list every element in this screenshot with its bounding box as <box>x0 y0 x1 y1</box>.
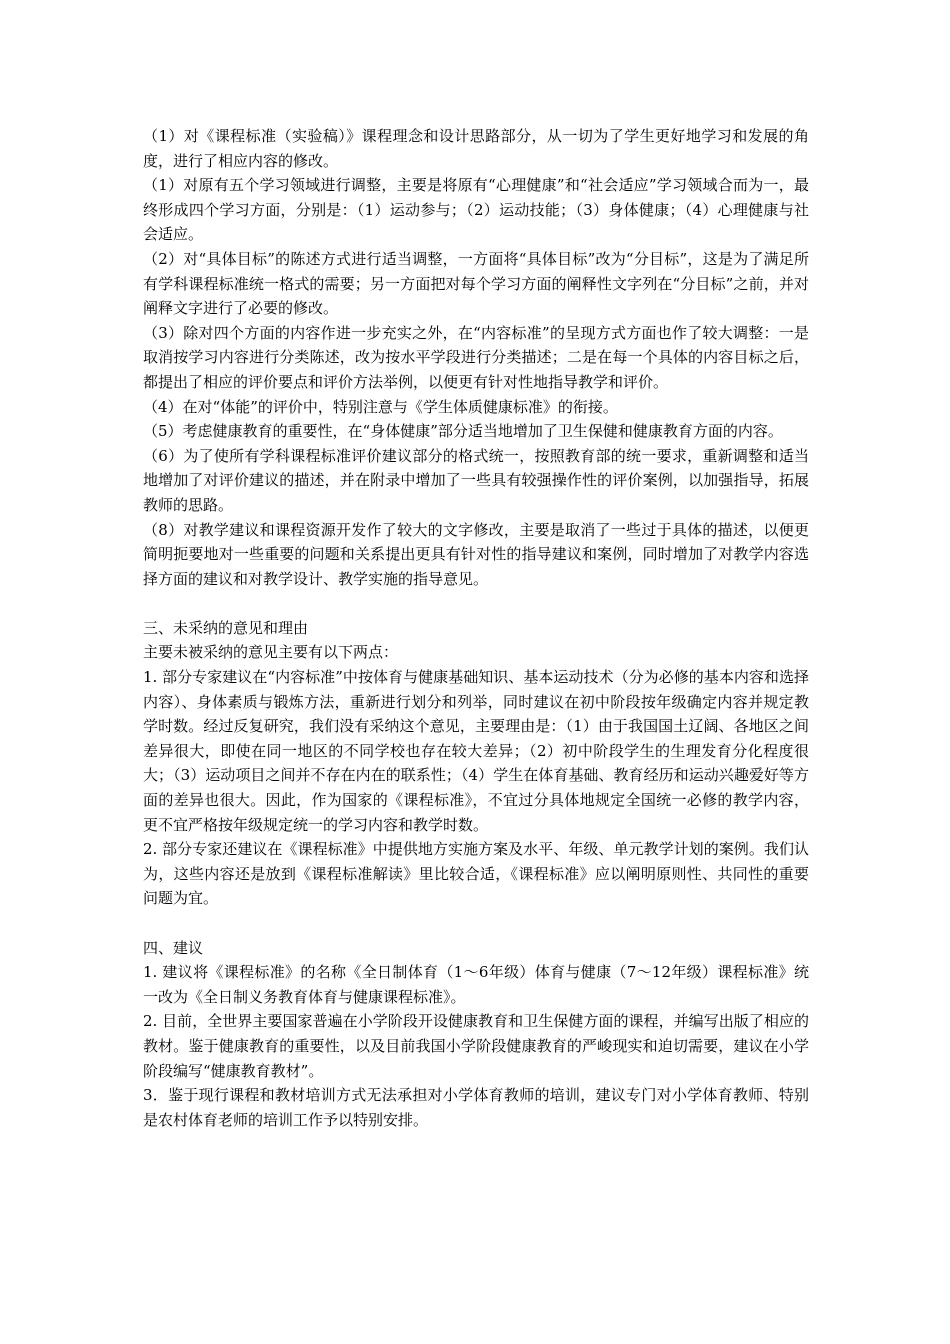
paragraph-spacer <box>143 911 809 936</box>
section-intro-unadopted: 主要未被采纳的意见主要有以下两点： <box>143 643 399 662</box>
revision-paragraph-4: （3）除对四个方面的内容作进一步充实之外，在“内容标准”的呈现方式方面也作了较大调整：一是取消按学习内容进行分类陈述，改为按水平学段进行分类描述；二是在每一个具体的内容目标之后，都提出了相应的评价要点和评价方法举例，以便更有针对性地指导教学和评价。 <box>143 323 809 391</box>
section-heading-suggestions: 四、建议 <box>143 938 204 957</box>
revision-paragraph-5: （4）在对“体能”的评价中，特别注意与《学生体质健康标准》的衔接。 <box>143 397 618 416</box>
unadopted-item-1: 1. 部分专家建议在“内容标准”中按体育与健康基础知识、基本运动技术（分为必修的基本内容和选择内容）、身体素质与锻炼方法，重新进行划分和列举，同时建议在初中阶段按年级确定内容并规定教学时数。经过反复研究，我们没有采纳这个意见，主要理由是：（1）由于我国国土辽阔、各地区之间差异很大，即使在同一地区的不同学校也存在较大差异；（2）初中阶段学生的生理发育分化程度很大；（3）运动项目之间并不存在内在的联系性；（4）学生在体育基础、教育经历和运动兴趣爱好等方面的差异也很大。因此，作为国家的《课程标准》，不宜过分具体地规定全国统一必修的教学内容，更不宜严格按年级规定统一的学习内容和教学时数。 <box>143 668 809 834</box>
revision-paragraph-1: （1）对《课程标准（实验稿）》课程理念和设计思路部分，从一切为了学生更好地学习和发展的角度，进行了相应内容的修改。 <box>143 127 809 170</box>
paragraph-spacer <box>143 591 809 616</box>
section-heading-unadopted: 三、未采纳的意见和理由 <box>143 618 309 637</box>
revision-paragraph-3: （2）对“具体目标”的陈述方式进行适当调整，一方面将“具体目标”改为“分目标”，这是为了满足所有学科课程标准统一格式的需要；另一方面把对每个学习方面的阐释性文字列在“分目标”之前，并对阐释文字进行了必要的修改。 <box>143 249 809 318</box>
suggestion-item-1: 1. 建议将《课程标准》的名称《全日制体育（1～6年级）体育与健康（7～12年级）课程标准》统一改为《全日制义务教育体育与健康课程标准》。 <box>143 963 809 1006</box>
suggestion-item-3: 3．鉴于现行课程和教材培训方式无法承担对小学体育教师的培训，建议专门对小学体育教师、特别是农村体育老师的培训工作予以特别安排。 <box>143 1086 809 1129</box>
unadopted-item-2: 2. 部分专家还建议在《课程标准》中提供地方实施方案及水平、年级、单元教学计划的案例。我们认为，这些内容还是放到《课程标准解读》里比较合适，《课程标准》应以阐明原则性、共同性的重要问题为宜。 <box>143 840 809 908</box>
suggestion-item-2: 2. 目前，全世界主要国家普遍在小学阶段开设健康教育和卫生保健方面的课程，并编写出版了相应的教材。鉴于健康教育的重要性，以及目前我国小学阶段健康教育的严峻现实和迫切需要，建议在小学阶段编写“健康教育教材”。 <box>143 1012 809 1080</box>
revision-paragraph-8: （8）对教学建议和课程资源开发作了较大的文字修改，主要是取消了一些过于具体的描述，以便更简明扼要地对一些重要的问题和关系提出更具有针对性的指导建议和案例，同时增加了对教学内容选择方面的建议和对教学设计、教学实施的指导意见。 <box>143 520 809 588</box>
revision-paragraph-7: （6）为了使所有学科课程标准评价建议部分的格式统一，按照教育部的统一要求，重新调整和适当地增加了对评价建议的描述，并在附录中增加了一些具有较强操作性的评价案例，以加强指导，拓展教师的思路。 <box>143 446 809 514</box>
revision-paragraph-2: （1）对原有五个学习领域进行调整，主要是将原有“心理健康”和“社会适应”学习领域合而为一，最终形成四个学习方面，分别是：（1）运动参与；（2）运动技能；（3）身体健康；（4）心理健康与社会适应。 <box>143 176 809 244</box>
revision-paragraph-6: （5）考虑健康教育的重要性，在“身体健康”部分适当地增加了卫生保健和健康教育方面的内容。 <box>143 422 783 441</box>
document-body <box>143 124 809 1132</box>
